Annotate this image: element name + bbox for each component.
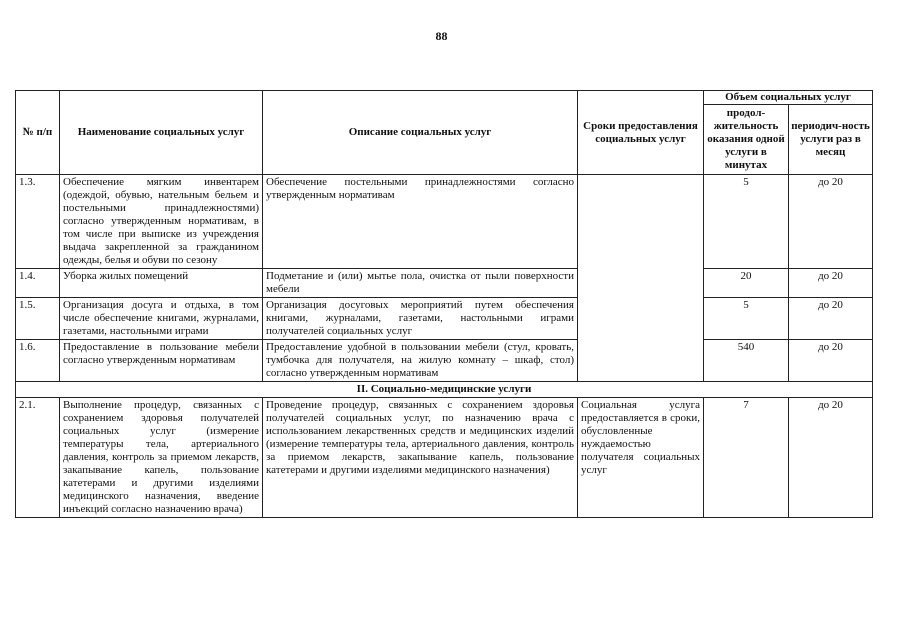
row-duration: 540 xyxy=(704,340,789,382)
table-row xyxy=(16,269,873,298)
row-num: 2.1. xyxy=(16,398,60,518)
table-row xyxy=(16,340,873,382)
row-name: Выполнение процедур, связанных с сохранением здоровья получателей социальных услуг (измерение температуры тела, артериального давления, контроль за приемом лекарств, закапывание капель, пользование катетерами и другими изделиями медицинского назначения, введение инъекций согласно назначению врача) xyxy=(60,398,263,518)
row-name: Уборка жилых помещений xyxy=(60,269,263,298)
table-row xyxy=(16,298,873,340)
row-num: 1.3. xyxy=(16,175,60,269)
row-duration: 20 xyxy=(704,269,789,298)
header-description: Описание социальных услуг xyxy=(263,91,578,175)
row-name: Организация досуга и отдыха, в том числе обеспечение книгами, журналами, газетами, настольными играми xyxy=(60,298,263,340)
row-duration: 7 xyxy=(704,398,789,518)
row-periodicity: до 20 xyxy=(789,298,873,340)
page-number: 88 xyxy=(435,29,448,43)
header-periodicity: периодич-ность услуги раз в месяц xyxy=(789,105,873,175)
table-row xyxy=(16,398,873,518)
row-terms: Социальная услуга предоставляется в сроки, обусловленные нуждаемостью получателя социальных услуг xyxy=(578,398,704,518)
row-periodicity: до 20 xyxy=(789,269,873,298)
row-periodicity: до 20 xyxy=(789,175,873,269)
row-description: Организация досуговых мероприятий путем обеспечения книгами, журналами, газетами, настольными играми получателей социальных услуг xyxy=(263,298,578,340)
row-name: Обеспечение мягким инвентарем (одеждой, обувью, нательным бельем и постельными принадлежностями) согласно утвержденным нормативам, в том числе при выписке из учреждения выдача закрепленной за гражданином одежды, белья и обуви по сезону xyxy=(60,175,263,269)
table-row xyxy=(16,175,873,269)
section-title: II. Социально-медицинские услуги xyxy=(16,382,873,398)
row-duration: 5 xyxy=(704,175,789,269)
row-description: Обеспечение постельными принадлежностями согласно утвержденным нормативам xyxy=(263,175,578,269)
row-description: Проведение процедур, связанных с сохранением здоровья получателей социальных услуг, по назначению врача с использованием лекарственных средств и медицинских изделий (измерение температуры тела, артериального давления, контроль за приемом лекарств, закапывание капель, пользование катетерами и другими изделиями медицинского назначения) xyxy=(263,398,578,518)
group1-body xyxy=(16,175,873,518)
row-terms-empty xyxy=(578,175,704,382)
header-duration: продол-жительность оказания одной услуги в минутах xyxy=(704,105,789,175)
header-row-top xyxy=(16,91,873,105)
social-services-table xyxy=(15,90,873,518)
header-name: Наименование социальных услуг xyxy=(60,91,263,175)
header-volume-group: Объем социальных услуг xyxy=(704,91,873,105)
row-periodicity: до 20 xyxy=(789,340,873,382)
row-description: Подметание и (или) мытье пола, очистка от пыли поверхности мебели xyxy=(263,269,578,298)
section-row xyxy=(16,382,873,398)
row-periodicity: до 20 xyxy=(789,398,873,518)
row-num: 1.6. xyxy=(16,340,60,382)
row-description: Предоставление удобной в пользовании мебели (стул, кровать, тумбочка для получателя, на жилую комнату – шкаф, стол) согласно утвержденным нормативам xyxy=(263,340,578,382)
row-num: 1.4. xyxy=(16,269,60,298)
header-num: № п/п xyxy=(16,91,60,175)
row-duration: 5 xyxy=(704,298,789,340)
header-terms: Сроки предоставления социальных услуг xyxy=(578,91,704,175)
row-num: 1.5. xyxy=(16,298,60,340)
row-name: Предоставление в пользование мебели согласно утвержденным нормативам xyxy=(60,340,263,382)
